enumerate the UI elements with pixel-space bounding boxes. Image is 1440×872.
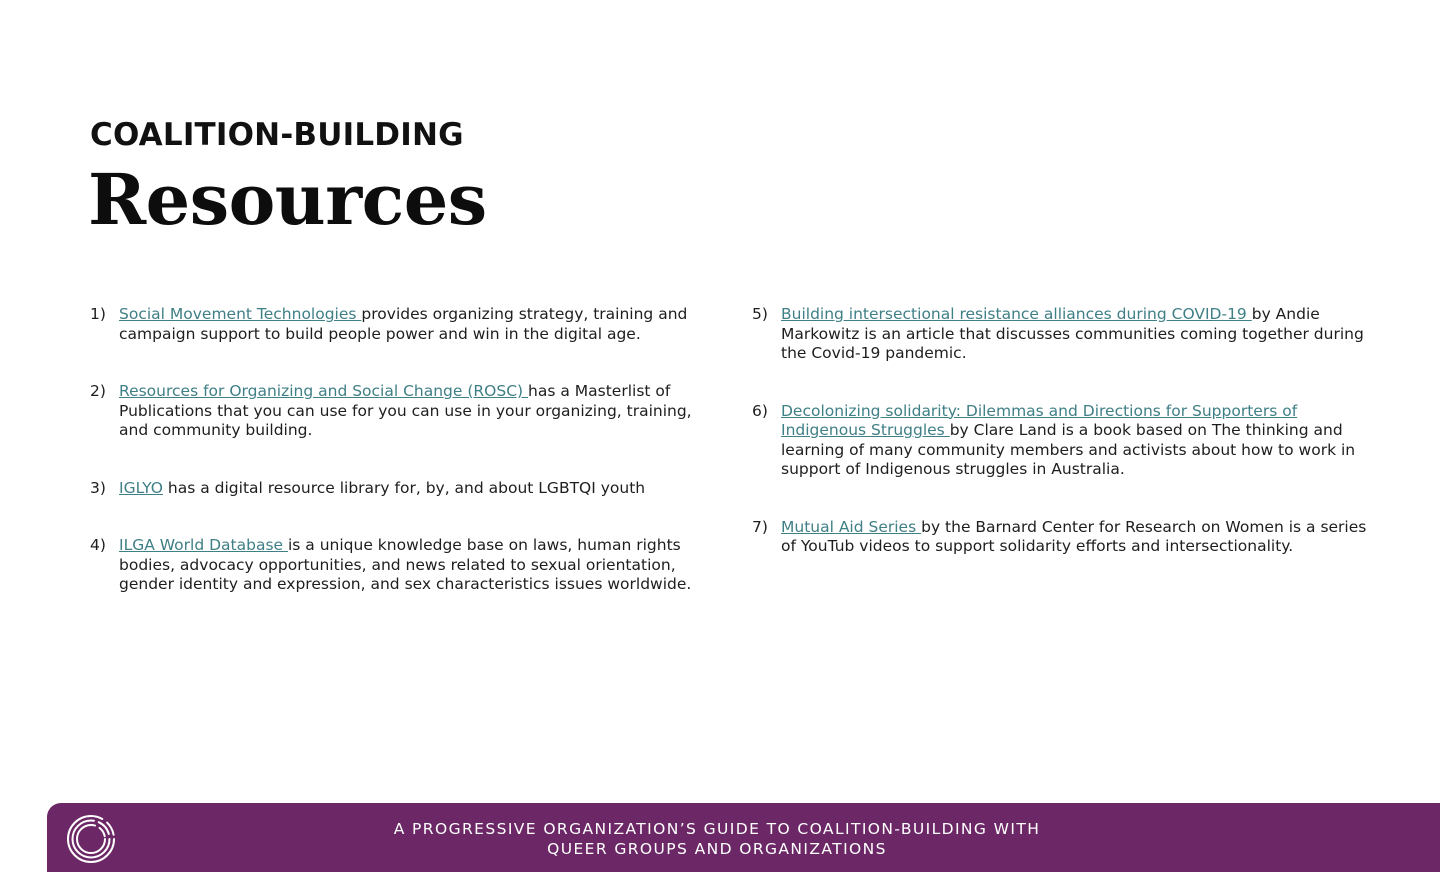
resource-description: by Andie Markowitz is an article that discusses communities coming together during the Covid-19 pandemic. [781,305,1364,362]
section-kicker: COALITION-BUILDING [90,117,464,153]
resource-item [90,479,700,499]
page-title: Resources [88,158,487,241]
footer-banner [47,803,1440,872]
resource-number: 5) [752,305,768,323]
resource-link-ilga-world-database[interactable]: ILGA World Database [119,536,288,554]
resource-number: 4) [90,536,106,554]
resource-description: has a Masterlist of Publications that you can use for you can use in your organizing, training, and community building. [119,382,692,439]
resource-description: by Clare Land is a book based on The thinking and learning of many community members and activists about how to work in support of Indigenous struggles in Australia. [781,421,1356,478]
resource-list-right [752,305,1372,557]
resource-item [752,518,1372,557]
resource-item [90,305,700,344]
resource-item [752,402,1372,480]
resource-link-iglyo[interactable]: IGLYO [119,478,163,497]
resource-item [90,382,700,441]
resource-number: 6) [752,401,768,420]
resource-link-rosc[interactable]: Resources for Organizing and Social Change (ROSC) [119,382,529,400]
resource-item [90,536,700,595]
resource-item [752,305,1372,364]
resource-number: 3) [90,478,106,497]
resource-description: provides organizing strategy, training and campaign support to build people power and win in the digital age. [119,305,688,343]
resource-link-social-movement-technologies[interactable]: Social Movement Technologies [119,305,362,323]
resource-number: 1) [90,305,106,323]
footer-tagline-line1: A PROGRESSIVE ORGANIZATION’S GUIDE TO COALITION-BUILDING WITH [393,820,1041,838]
resource-number: 7) [752,517,768,536]
footer-tagline-line2: QUEER GROUPS AND ORGANIZATIONS [547,840,887,858]
footer-tagline [47,819,1387,859]
resource-link-mutual-aid-series[interactable]: Mutual Aid Series [781,517,922,536]
resource-description: by the Barnard Center for Research on Women is a series of YouTub videos to support solidarity efforts and intersectionality. [781,517,1367,555]
resource-link-decolonizing-solidarity[interactable]: Decolonizing solidarity: Dilemmas and Directions for Supporters of Indigenous Struggles [781,401,1298,439]
resource-list-left [90,305,700,595]
resource-description: has a digital resource library for, by, and about LGBTQI youth [162,478,646,497]
resource-number: 2) [90,382,106,400]
resource-link-covid-alliances[interactable]: Building intersectional resistance alliances during COVID-19 [781,305,1252,323]
resource-description: is a unique knowledge base on laws, human rights bodies, advocacy opportunities, and news related to sexual orientation, gender identity and expression, and sex characteristics issues worldwide. [119,536,692,593]
